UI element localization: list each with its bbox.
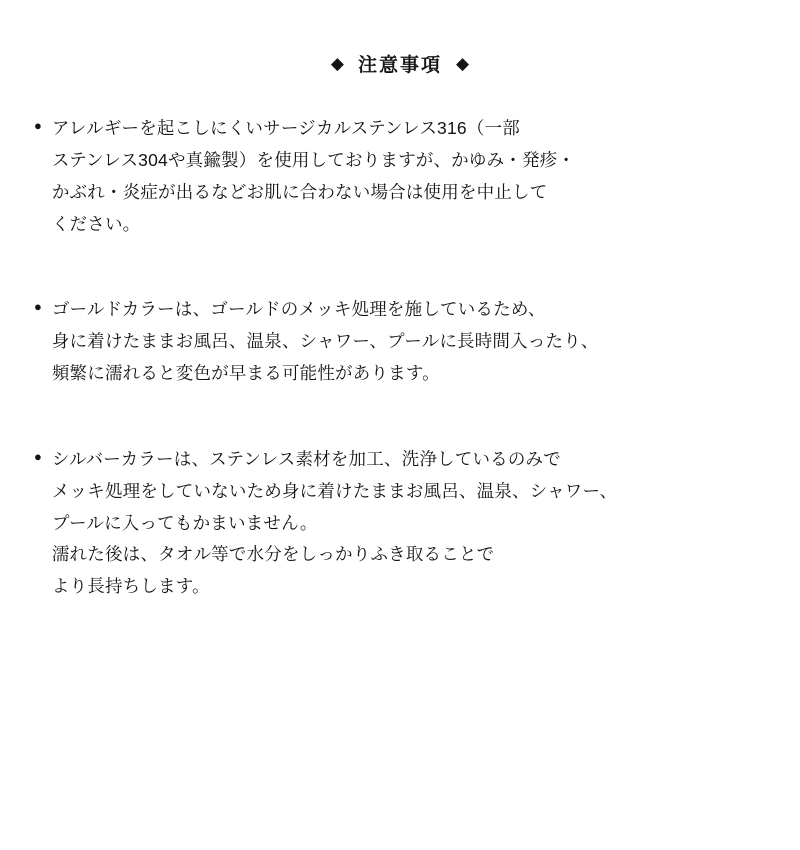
diamond-left-icon: ◆ [330,54,344,73]
text-line: メッキ処理をしていないため身に着けたままお風呂、温泉、シャワー、 [51,480,618,501]
page-title-text: 注意事項 [357,55,442,76]
bullet-icon: ● [34,118,42,133]
text-line: アレルギーを起こしにくいサージカルステンレス316（一部 [51,118,520,138]
text-line: 濡れた後は、タオル等で水分をしっかりふき取ることで [51,544,495,565]
notice-page [0,50,800,850]
text-line: ステンレス304や真鍮製）を使用しておりますが、かゆみ・発疹・ [51,149,576,170]
diamond-right-icon: ◆ [456,54,470,73]
page-title [0,50,800,77]
list-item-text [52,444,770,603]
bullet-icon: ● [34,299,42,315]
bullet-icon: ● [34,448,42,464]
text-line: より長持ちします。 [51,576,210,597]
list-item [34,113,770,240]
text-line: ください。 [51,213,141,234]
text-line: 身に着けたままお風呂、温泉、シャワー、プールに長時間入ったり、 [51,331,599,352]
text-line: プールに入ってもかまいません。 [51,512,318,533]
list-item [34,294,770,390]
text-line: シルバーカラーは、ステンレス素材を加工、洗浄しているのみで [51,448,561,469]
list-item-text [52,294,770,390]
text-line: 頻繁に濡れると変色が早まる可能性があります。 [51,363,440,384]
text-line: ゴールドカラーは、ゴールドのメッキ処理を施しているため、 [51,299,546,320]
notice-list [0,113,800,603]
list-item-text [52,113,770,240]
text-line: かぶれ・炎症が出るなどお肌に合わない場合は使用を中止して [51,181,548,202]
list-item [34,444,770,603]
